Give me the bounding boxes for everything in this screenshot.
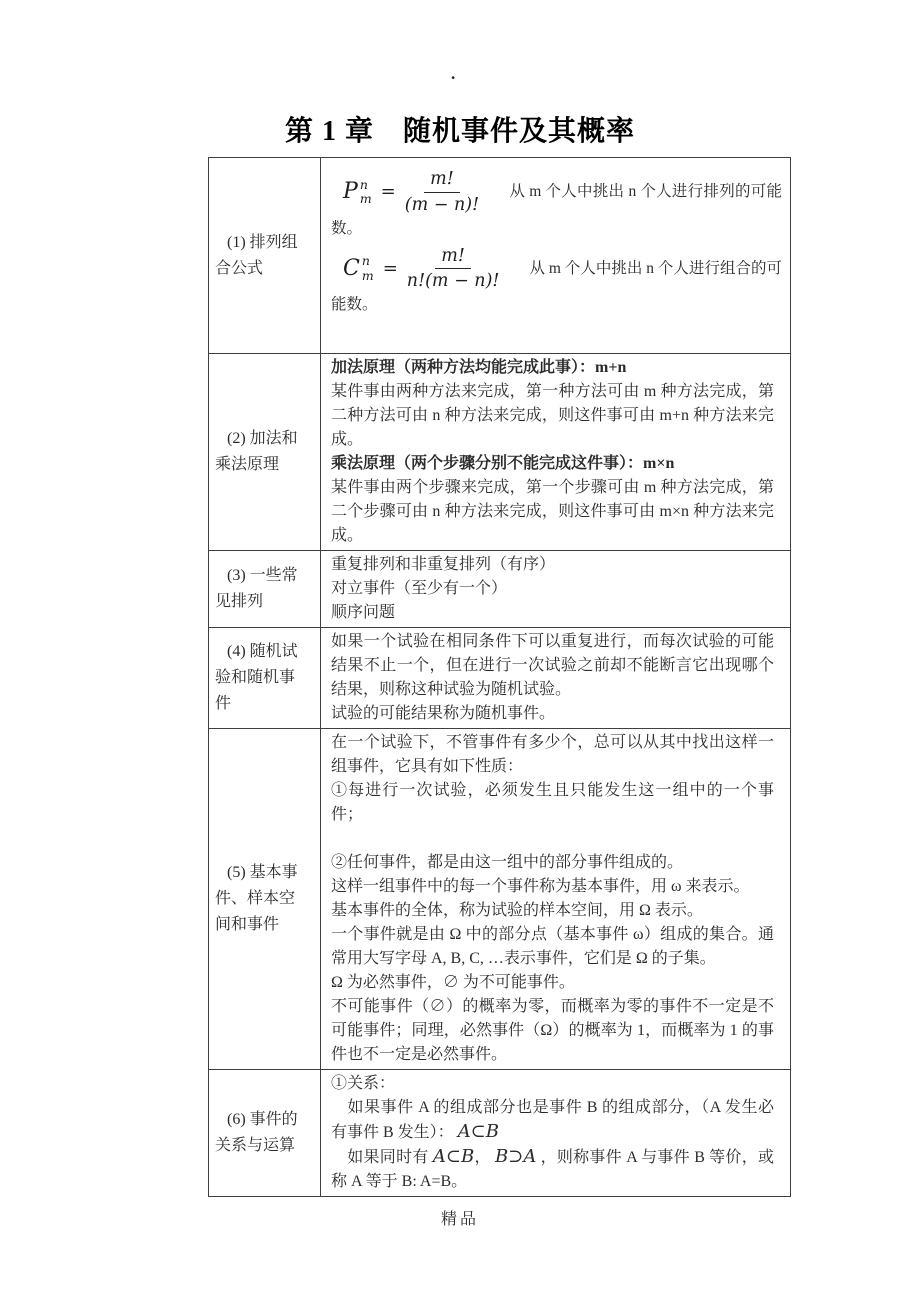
paragraph [331,1096,774,1145]
fraction [405,168,479,217]
row-label-text: (1) 排列组合公式 [215,233,298,277]
subset-expression: A⊂B [457,1121,499,1142]
row-content-cell [321,354,791,551]
row-content-cell [321,551,791,628]
table-row-random-experiment [209,628,791,729]
paragraph: 如果一个试验在相同条件下可以重复进行，而每次试验的可能结果不止一个，但在进行一次试验之前却不能断言它出现哪个结果，则称这种试验为随机试验。 [331,633,774,698]
formula-symbol: P [343,179,358,205]
formula-scripts [362,254,374,283]
formula-caption: 从 m 个人中挑出 n 个人进行组合的可能数。 [331,259,782,313]
paragraph: ①关系： [331,1075,396,1092]
paragraph: 不可能事件（∅）的概率为零，而概率为零的事件不一定是不可能事件；同理，必然事件（Ω）的概率为 1，而概率为 1 的事件也不一定是必然事件。 [331,998,774,1063]
paragraph: 某件事由两个步骤来完成，第一个步骤可由 m 种方法完成，第二个步骤可由 n 种方法来完成，则这件事可由 m×n 种方法来完成。 [331,479,774,544]
formula-line [331,168,782,241]
permutation-formula [343,168,479,217]
text-segment: ，则称事件 A 与事件 B 等价，或称 A 等于 B: A=B。 [331,1149,774,1190]
paragraph: ②任何事件，都是由这一组中的部分事件组成的。 [331,854,684,871]
superset-expression: B⊃A [495,1146,537,1167]
row-label-text: (2) 加法和乘法原理 [215,430,298,473]
row-content-cell [321,729,791,1070]
text-segment: ， [474,1149,496,1166]
paragraph: 一个事件就是由 Ω 中的部分点（基本事件 ω）组成的集合。通常用大写字母 A, B, C, …表示事件，它们是 Ω 的子集。 [331,926,774,967]
paragraph: 对立事件（至少有一个） [331,580,508,597]
formula-caption: 从 m 个人中挑出 n 个人进行排列的可能数。 [331,182,782,237]
table-row-common-arrangements [209,551,791,628]
paragraph: 顺序问题 [331,604,396,621]
text-segment: 如果同时有 [331,1149,433,1166]
row-content-cell [321,158,791,354]
row-label-cell [209,551,321,628]
equals-sign: = [382,257,398,279]
paragraph: 加法原理（两种方法均能完成此事）：m+n [331,359,627,376]
subset-expression: A⊂B [432,1146,475,1167]
fraction-denominator: (m − n)! [404,194,480,215]
formula-superscript: n [361,253,370,269]
row-label-text: (3) 一些常见排列 [215,567,298,610]
row-label-text: (5) 基本事件、样本空间和事件 [215,864,298,933]
page-title: 第 1 章 随机事件及其概率 [284,116,635,147]
fraction [407,245,500,294]
row-label-text: (4) 随机试验和随机事件 [215,643,298,712]
row-label-cell [209,158,321,354]
formula-subscript: m [361,267,374,283]
paragraph: 基本事件的全体，称为试验的样本空间，用 Ω 表示。 [331,902,703,919]
table-row-sample-space [209,729,791,1070]
paragraph: 乘法原理（两个步骤分别不能完成这件事）：m×n [331,455,675,472]
paragraph: 某件事由两种方法来完成，第一种方法可由 m 种方法完成，第二种方法可由 n 种方法来完成，则这件事可由 m+n 种方法来完成。 [331,383,774,448]
paragraph: 在一个试验下，不管事件有多少个，总可以从其中找出这样一组事件，它具有如下性质： [331,734,774,775]
row-label-cell [209,354,321,551]
footer-text: 精品 [440,1211,479,1228]
equals-sign: = [380,181,396,203]
formula-scripts [360,178,372,207]
row-label-cell [209,1070,321,1197]
paragraph: 这样一组事件中的每一个事件称为基本事件，用 ω 来表示。 [331,878,750,895]
paragraph: ①每进行一次试验，必须发生且只能发生这一组中的一个事件； [331,782,774,823]
row-content-cell [321,628,791,729]
formula-symbol: C [343,255,360,281]
blank-line [331,827,774,851]
paragraph: 重复排列和非重复排列（有序） [331,556,556,573]
paragraph [331,1145,774,1194]
table-row-addition-multiplication [209,354,791,551]
fraction-denominator: n!(m − n)! [406,271,500,292]
paragraph: 试验的可能结果称为随机事件。 [331,705,556,722]
row-label-cell [209,729,321,1070]
fraction-numerator: m! [435,245,471,270]
table-row-event-relations [209,1070,791,1197]
table-row-permutation-formulas [209,158,791,354]
formula-line [331,245,782,318]
content-table [208,157,791,1197]
row-label-cell [209,628,321,729]
page-dot-mark: . [451,64,456,83]
combination-formula [343,245,499,294]
fraction-numerator: m! [424,168,460,193]
row-content-cell [321,1070,791,1197]
paragraph: Ω 为必然事件，∅ 为不可能事件。 [331,974,575,991]
text-segment: 如果事件 A 的组成部分也是事件 B 的组成部分，（A 发生必有事件 B 发生）： [331,1099,774,1141]
formula-superscript: n [359,176,368,192]
formula-subscript: m [359,191,372,207]
row-label-text: (6) 事件的关系与运算 [215,1111,298,1154]
